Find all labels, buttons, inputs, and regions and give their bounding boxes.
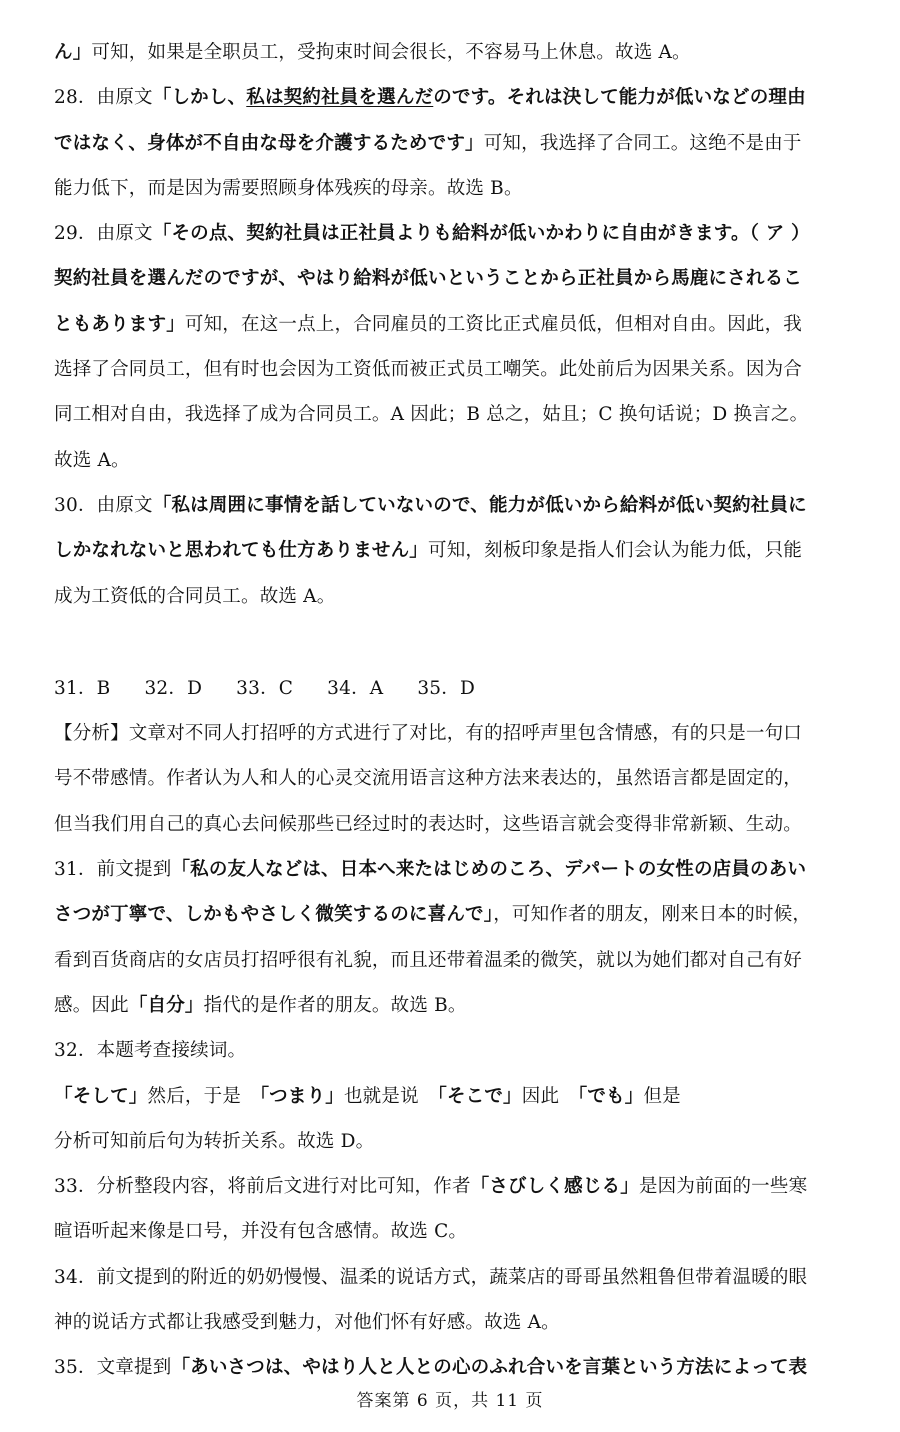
quoted-japanese: 「そして」 xyxy=(54,1085,148,1107)
answer-key-item: 32．D xyxy=(144,677,203,699)
chinese-text: 也就是说 xyxy=(343,1085,438,1107)
chinese-text: 能力低下，而是因为需要照顾身体残疾的母亲。故选 B。 xyxy=(54,177,523,199)
chinese-text: 看到百货商店的女店员打招呼很有礼貌，而且还带着温柔的微笑，就以为她们都对自己有好 xyxy=(54,949,803,971)
chinese-text: 32．本题考查接续词。 xyxy=(54,1040,247,1062)
chinese-text: 【分析】文章对不同人打招呼的方式进行了对比，有的招呼声里包含情感，有的只是一句口 xyxy=(54,723,803,745)
text-line xyxy=(54,574,864,619)
page-footer: 答案第 6 页，共 11 页 xyxy=(356,1391,544,1411)
quoted-japanese: しかなれないと思われても仕方ありません」 xyxy=(54,540,429,562)
quoted-japanese: 契約社員を選んだのですが、やはり給料が低いということから正社員から馬鹿にされるこ xyxy=(54,268,803,290)
text-line xyxy=(54,75,864,120)
chinese-text: 成为工资低的合同员工。故选 A。 xyxy=(54,585,336,607)
answer-key-item: 33．C xyxy=(236,677,294,699)
answer-page xyxy=(54,30,864,1391)
chinese-text: 指代的是作者的朋友。故选 B。 xyxy=(203,994,467,1016)
chinese-text: 35．文章提到 xyxy=(54,1357,172,1379)
quoted-japanese: さつが丁寧で、しかもやさしく微笑するのに喜んで」 xyxy=(54,904,494,926)
quoted-japanese: 「あいさつは、やはり人と人との心のふれ合いを言葉という方法によって表 xyxy=(171,1357,808,1379)
chinese-text: 号不带感情。作者认为人和人的心灵交流用语言这种方法来表达的，虽然语言都是固定的， xyxy=(54,768,803,790)
text-line xyxy=(54,30,864,75)
text-line xyxy=(54,892,864,937)
chinese-text: 是因为前面的一些寒 xyxy=(638,1176,808,1198)
chinese-text: 故选 A。 xyxy=(54,449,130,471)
text-line xyxy=(54,256,864,301)
text-line xyxy=(54,1300,864,1345)
chinese-text: 感。因此 xyxy=(54,994,129,1016)
chinese-text: 30．由原文 xyxy=(54,494,153,516)
quoted-japanese: ではなく、身体が不自由な母を介護するためです」 xyxy=(54,132,484,154)
quoted-japanese: 「そこで」 xyxy=(437,1085,522,1107)
answer-key-item: 35．D xyxy=(417,677,476,699)
text-line xyxy=(54,121,864,166)
answer-key-item: 31．B xyxy=(54,677,111,699)
text-line xyxy=(54,847,864,892)
section-gap xyxy=(54,619,864,666)
chinese-text: 33．分析整段内容，将前后文进行对比可知，作者 xyxy=(54,1176,471,1198)
quoted-japanese: ともあります」 xyxy=(54,313,185,335)
chinese-text: 28．由原文 xyxy=(54,87,153,109)
quoted-japanese: 「でも」 xyxy=(577,1085,644,1107)
text-line xyxy=(54,983,864,1028)
chinese-text: 暄语听起来像是口号，并没有包含感情。故选 C。 xyxy=(54,1221,468,1243)
text-line xyxy=(54,392,864,437)
chinese-text: 因此 xyxy=(521,1085,578,1107)
chinese-text: 34．前文提到的附近的奶奶慢慢、温柔的说话方式，蔬菜店的哥哥虽然粗鲁但带着温暖的眼 xyxy=(54,1266,808,1288)
chinese-text: 可知，我选择了合同工。这绝不是由于 xyxy=(483,132,802,154)
text-line xyxy=(54,1164,864,1209)
chinese-text: 29．由原文 xyxy=(54,223,153,245)
quoted-japanese: 「私は周囲に事情を話していないので、能力が低いから給料が低い契約社員に xyxy=(152,494,807,516)
chinese-text: 但是 xyxy=(643,1085,681,1107)
chinese-text: 然后，于是 xyxy=(147,1085,260,1107)
text-line xyxy=(54,438,864,483)
chinese-text: 可知，刻板印象是指人们会认为能力低，只能 xyxy=(428,540,803,562)
quoted-japanese: 「つまり」 xyxy=(259,1085,344,1107)
chinese-text: 选择了合同员工，但有时也会因为工资低而被正式员工嘲笑。此处前后为因果关系。因为合 xyxy=(54,359,803,381)
chinese-text: 可知，在这一点上，合同雇员的工资比正式雇员低，但相对自由。因此，我 xyxy=(184,313,803,335)
chinese-text: 可知，如果是全职员工，受拘束时间会很长，不容易马上休息。故选 A。 xyxy=(91,42,691,63)
chinese-text: 但当我们用自己的真心去问候那些已经过时的表达时，这些语言就会变得非常新颖、生动。 xyxy=(54,813,803,835)
quoted-japanese: 「その点、契約社員は正社員よりも給料が低いかわりに自由がきます。（ ア ） xyxy=(152,223,810,245)
text-line xyxy=(54,1345,864,1390)
text-line xyxy=(54,1209,864,1254)
chinese-text: 31．前文提到 xyxy=(54,859,172,881)
quoted-japanese: 「私の友人などは、日本へ来たはじめのころ、デパートの女性の店員のあい xyxy=(171,859,807,881)
text-line xyxy=(54,756,864,801)
quoted-japanese-underlined: 私は契約社員を選んだ xyxy=(246,87,434,109)
text-line xyxy=(54,1074,864,1119)
quoted-japanese: 「しかし、 xyxy=(152,87,247,109)
chinese-text: 神的说话方式都让我感受到魅力，对他们怀有好感。故选 A。 xyxy=(54,1312,560,1334)
text-line xyxy=(54,1119,864,1164)
quoted-japanese: 「自分」 xyxy=(128,994,204,1016)
quoted-japanese: 「さびしく感じる」 xyxy=(470,1176,639,1198)
text-line xyxy=(54,711,864,756)
answer-key-line xyxy=(54,666,864,711)
text-line xyxy=(54,1028,864,1073)
answer-key-item: 34．A xyxy=(327,677,384,699)
text-line xyxy=(54,802,864,847)
quoted-japanese: ん」 xyxy=(54,42,92,63)
chinese-text: 同工相对自由，我选择了成为合同员工。A 因此；B 总之，姑且；C 换句话说；D 换言之。 xyxy=(54,404,809,426)
text-line xyxy=(54,347,864,392)
text-line xyxy=(54,1255,864,1300)
chinese-text: ，可知作者的朋友，刚来日本的时候， xyxy=(493,904,812,926)
text-line xyxy=(54,211,864,256)
chinese-text: 分析可知前后句为转折关系。故选 D。 xyxy=(54,1130,375,1152)
quoted-japanese: のです。それは決して能力が低いなどの理由 xyxy=(433,87,806,109)
text-line xyxy=(54,166,864,211)
text-line xyxy=(54,938,864,983)
text-line xyxy=(54,483,864,528)
text-line xyxy=(54,528,864,573)
text-line xyxy=(54,302,864,347)
